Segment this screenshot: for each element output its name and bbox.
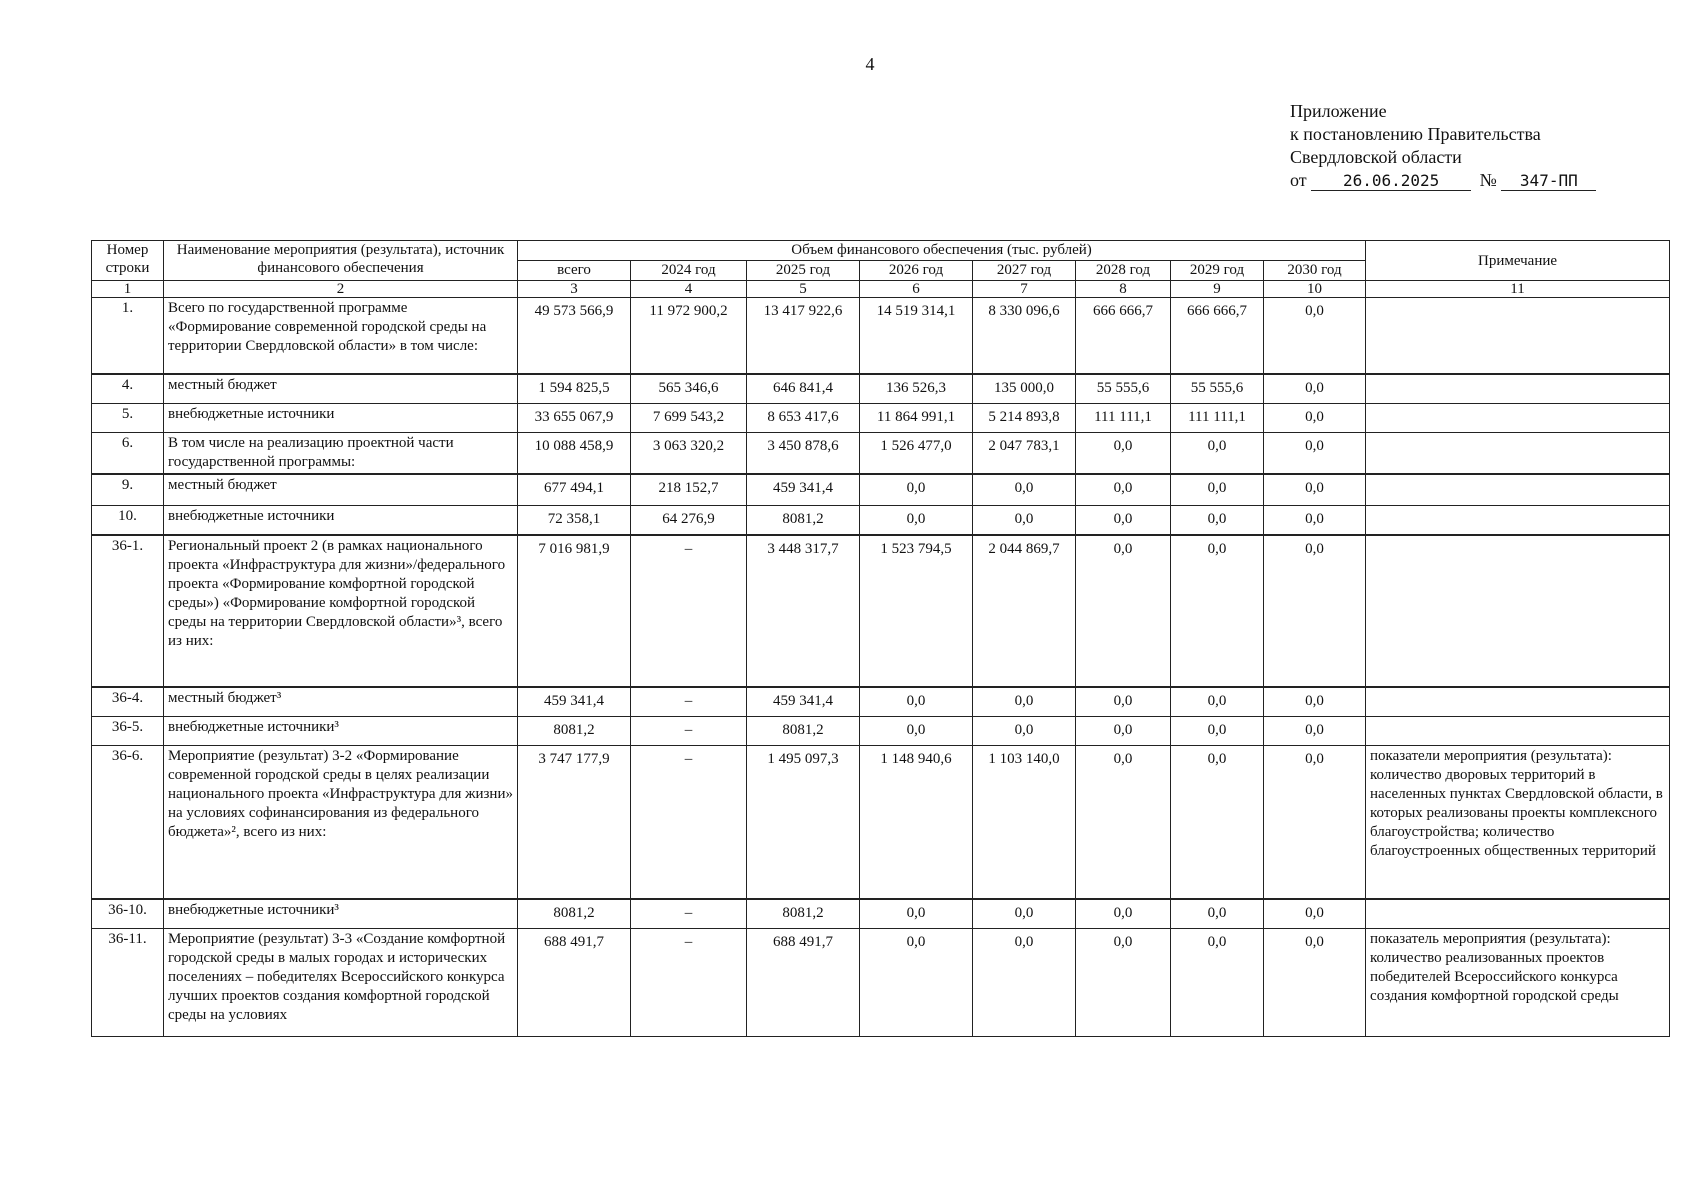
row-value: 459 341,4: [518, 687, 631, 716]
table-row: [92, 505, 1670, 535]
financing-table: [91, 240, 1670, 1037]
row-value: 0,0: [1171, 716, 1264, 745]
row-value: 0,0: [1264, 505, 1366, 535]
row-note: [1366, 433, 1670, 475]
column-number: 1: [92, 281, 164, 298]
row-value: 111 111,1: [1076, 404, 1171, 433]
row-value: 0,0: [1076, 474, 1171, 505]
row-name: местный бюджет: [164, 374, 518, 404]
number-prefix: №: [1479, 170, 1497, 190]
row-value: 1 495 097,3: [747, 745, 860, 899]
row-value: 1 526 477,0: [860, 433, 973, 475]
header-year: 2027 год: [973, 261, 1076, 281]
row-value: 0,0: [1171, 474, 1264, 505]
row-value: 3 450 878,6: [747, 433, 860, 475]
header-year: 2030 год: [1264, 261, 1366, 281]
row-value: 0,0: [1171, 433, 1264, 475]
row-value: –: [631, 899, 747, 928]
header-name: Наименование мероприятия (результата), источник финансового обеспечения: [164, 241, 518, 281]
row-value: 72 358,1: [518, 505, 631, 535]
row-value: 0,0: [1264, 687, 1366, 716]
row-number: 36-1.: [92, 535, 164, 687]
row-value: 14 519 314,1: [860, 298, 973, 374]
row-value: 0,0: [973, 505, 1076, 535]
row-number: 4.: [92, 374, 164, 404]
row-value: 0,0: [1264, 433, 1366, 475]
column-number: 3: [518, 281, 631, 298]
row-name: В том числе на реализацию проектной части государственной программы:: [164, 433, 518, 475]
row-value: 1 523 794,5: [860, 535, 973, 687]
appendix-title: Приложение: [1290, 101, 1387, 121]
table-body: [92, 298, 1670, 1037]
row-value: –: [631, 687, 747, 716]
row-value: 11 972 900,2: [631, 298, 747, 374]
row-value: 688 491,7: [747, 928, 860, 1036]
row-value: 0,0: [1264, 745, 1366, 899]
row-value: 0,0: [1171, 899, 1264, 928]
row-value: –: [631, 928, 747, 1036]
row-value: 0,0: [1076, 535, 1171, 687]
row-value: –: [631, 535, 747, 687]
appendix-block: [1290, 100, 1596, 192]
row-value: 0,0: [1171, 535, 1264, 687]
row-value: 1 103 140,0: [973, 745, 1076, 899]
table-row: [92, 716, 1670, 745]
row-note: [1366, 374, 1670, 404]
row-note: показатели мероприятия (результата): количество дворовых территорий в населенных пунктах Свердловской области, в которых реализованы проекты комплексного благоустройства; количество благоустроенных общественных территорий: [1366, 745, 1670, 899]
column-number: 11: [1366, 281, 1670, 298]
header-volume: Объем финансового обеспечения (тыс. рублей): [518, 241, 1366, 261]
row-value: 8 330 096,6: [973, 298, 1076, 374]
row-value: 0,0: [1076, 505, 1171, 535]
row-name: Региональный проект 2 (в рамках национального проекта «Инфраструктура для жизни»/федерального проекта «Формирование комфортной городской среды») «Формирование комфортной городской среды на территории Свердловской области»³, всего из них:: [164, 535, 518, 687]
row-value: 646 841,4: [747, 374, 860, 404]
row-value: 55 555,6: [1076, 374, 1171, 404]
table-row: [92, 928, 1670, 1036]
row-value: 0,0: [973, 687, 1076, 716]
row-value: 136 526,3: [860, 374, 973, 404]
column-number: 5: [747, 281, 860, 298]
row-name: внебюджетные источники: [164, 404, 518, 433]
row-name: местный бюджет³: [164, 687, 518, 716]
row-note: [1366, 474, 1670, 505]
row-value: 0,0: [860, 716, 973, 745]
row-note: [1366, 899, 1670, 928]
row-value: 8081,2: [747, 716, 860, 745]
column-number: 10: [1264, 281, 1366, 298]
resolution-date: 26.06.2025: [1311, 172, 1471, 191]
row-number: 36-6.: [92, 745, 164, 899]
column-number: 6: [860, 281, 973, 298]
table-row: [92, 687, 1670, 716]
header-year: 2025 год: [747, 261, 860, 281]
row-value: 565 346,6: [631, 374, 747, 404]
header-year: 2026 год: [860, 261, 973, 281]
row-number: 36-11.: [92, 928, 164, 1036]
column-number: 4: [631, 281, 747, 298]
table-row: [92, 474, 1670, 505]
row-value: 2 047 783,1: [973, 433, 1076, 475]
date-prefix: от: [1290, 170, 1307, 190]
row-name: внебюджетные источники³: [164, 899, 518, 928]
appendix-line-3: Свердловской области: [1290, 147, 1462, 167]
row-value: 0,0: [860, 474, 973, 505]
row-value: 0,0: [1171, 687, 1264, 716]
row-value: 666 666,7: [1171, 298, 1264, 374]
table-row: [92, 899, 1670, 928]
row-value: 0,0: [1076, 928, 1171, 1036]
row-value: 0,0: [1264, 298, 1366, 374]
row-number: 1.: [92, 298, 164, 374]
row-name: внебюджетные источники: [164, 505, 518, 535]
row-value: 11 864 991,1: [860, 404, 973, 433]
row-value: 0,0: [1171, 745, 1264, 899]
row-value: –: [631, 745, 747, 899]
row-value: 8081,2: [747, 505, 860, 535]
row-value: 459 341,4: [747, 687, 860, 716]
row-value: 1 594 825,5: [518, 374, 631, 404]
row-number: 36-10.: [92, 899, 164, 928]
row-number: 5.: [92, 404, 164, 433]
table-row: [92, 298, 1670, 374]
row-value: 7 699 543,2: [631, 404, 747, 433]
row-value: 0,0: [1264, 535, 1366, 687]
header-year: 2029 год: [1171, 261, 1264, 281]
row-value: 5 214 893,8: [973, 404, 1076, 433]
row-value: 677 494,1: [518, 474, 631, 505]
row-value: 0,0: [1264, 716, 1366, 745]
row-number: 9.: [92, 474, 164, 505]
row-value: 0,0: [973, 928, 1076, 1036]
column-number: 2: [164, 281, 518, 298]
table-row: [92, 745, 1670, 899]
row-value: 0,0: [1264, 404, 1366, 433]
row-value: 0,0: [1076, 745, 1171, 899]
header-note: Примечание: [1366, 241, 1670, 281]
page-number: 4: [865, 54, 875, 74]
row-note: [1366, 535, 1670, 687]
column-numbers-row: [92, 281, 1670, 298]
table-row: [92, 404, 1670, 433]
table-row: [92, 433, 1670, 475]
row-name: местный бюджет: [164, 474, 518, 505]
row-value: 8081,2: [747, 899, 860, 928]
row-value: 3 448 317,7: [747, 535, 860, 687]
row-number: 36-5.: [92, 716, 164, 745]
row-number: 10.: [92, 505, 164, 535]
row-value: 10 088 458,9: [518, 433, 631, 475]
row-name: внебюджетные источники³: [164, 716, 518, 745]
row-value: 64 276,9: [631, 505, 747, 535]
table-row: [92, 535, 1670, 687]
row-value: 8081,2: [518, 716, 631, 745]
row-value: 666 666,7: [1076, 298, 1171, 374]
row-value: 0,0: [1264, 474, 1366, 505]
header-year: 2024 год: [631, 261, 747, 281]
appendix-date-line: [1290, 169, 1596, 192]
row-value: 0,0: [1076, 433, 1171, 475]
row-value: 8 653 417,6: [747, 404, 860, 433]
row-value: 0,0: [1171, 928, 1264, 1036]
row-value: 3 747 177,9: [518, 745, 631, 899]
header-row-number: Номер строки: [92, 241, 164, 281]
row-value: –: [631, 716, 747, 745]
row-value: 0,0: [860, 928, 973, 1036]
row-value: 7 016 981,9: [518, 535, 631, 687]
row-value: 0,0: [1076, 716, 1171, 745]
row-value: 0,0: [860, 687, 973, 716]
row-value: 1 148 940,6: [860, 745, 973, 899]
column-number: 9: [1171, 281, 1264, 298]
row-value: 2 044 869,7: [973, 535, 1076, 687]
resolution-number: 347-ПП: [1501, 172, 1596, 191]
row-value: 0,0: [1076, 687, 1171, 716]
row-value: 0,0: [973, 899, 1076, 928]
row-number: 6.: [92, 433, 164, 475]
header-year: всего: [518, 261, 631, 281]
row-note: [1366, 298, 1670, 374]
row-name: Мероприятие (результат) 3-2 «Формирование современной городской среды в целях реализации национального проекта «Инфраструктура для жизни» на условиях софинансирования из федерального бюджета»², всего из них:: [164, 745, 518, 899]
table-row: [92, 374, 1670, 404]
row-note: [1366, 505, 1670, 535]
row-value: 0,0: [973, 716, 1076, 745]
row-value: 688 491,7: [518, 928, 631, 1036]
row-name: Мероприятие (результат) 3-3 «Создание комфортной городской среды в малых городах и исторических поселениях – победителях Всероссийского конкурса лучших проектов создания комфортной городской среды на условиях: [164, 928, 518, 1036]
row-value: 0,0: [1264, 899, 1366, 928]
row-name: Всего по государственной программе «Формирование современной городской среды на территории Свердловской области» в том числе:: [164, 298, 518, 374]
row-value: 135 000,0: [973, 374, 1076, 404]
row-value: 3 063 320,2: [631, 433, 747, 475]
row-value: 459 341,4: [747, 474, 860, 505]
row-value: 0,0: [1171, 505, 1264, 535]
row-value: 33 655 067,9: [518, 404, 631, 433]
row-value: 111 111,1: [1171, 404, 1264, 433]
appendix-line-2: к постановлению Правительства: [1290, 124, 1541, 144]
row-value: 8081,2: [518, 899, 631, 928]
column-number: 8: [1076, 281, 1171, 298]
row-value: 49 573 566,9: [518, 298, 631, 374]
row-number: 36-4.: [92, 687, 164, 716]
row-value: 0,0: [973, 474, 1076, 505]
row-note: [1366, 716, 1670, 745]
row-value: 0,0: [860, 505, 973, 535]
row-value: 0,0: [1264, 374, 1366, 404]
row-value: 218 152,7: [631, 474, 747, 505]
row-value: 0,0: [1264, 928, 1366, 1036]
row-value: 0,0: [1076, 899, 1171, 928]
row-note: показатель мероприятия (результата): количество реализованных проектов победителей Всероссийского конкурса создания комфортной городской среды: [1366, 928, 1670, 1036]
row-value: 0,0: [860, 899, 973, 928]
column-number: 7: [973, 281, 1076, 298]
row-note: [1366, 687, 1670, 716]
row-value: 55 555,6: [1171, 374, 1264, 404]
header-year: 2028 год: [1076, 261, 1171, 281]
row-note: [1366, 404, 1670, 433]
row-value: 13 417 922,6: [747, 298, 860, 374]
